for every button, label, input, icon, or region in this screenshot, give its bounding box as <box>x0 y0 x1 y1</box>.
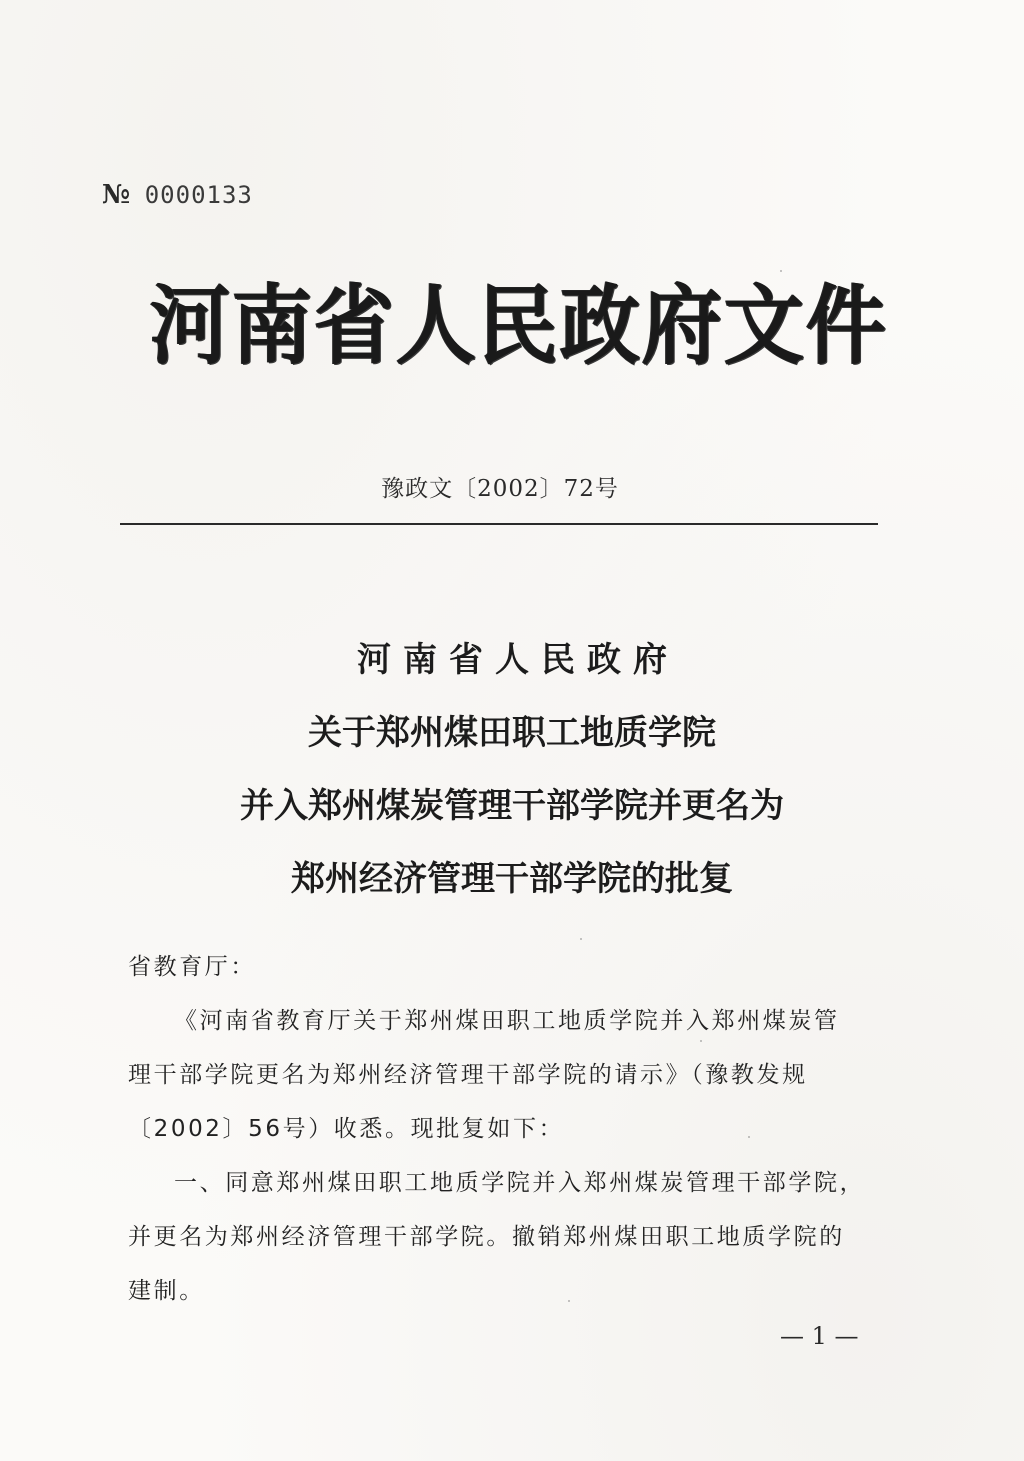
body-line: 〔2002〕56号）收悉。现批复如下： <box>128 1116 565 1142</box>
body-line: 理干部学院更名为郑州经济管理干部学院的请示》（豫教发规 <box>128 1062 808 1088</box>
body-line: 建制。 <box>128 1278 205 1304</box>
scan-speck <box>748 1136 750 1138</box>
document-title <box>0 624 1024 916</box>
title-line: 并入郑州煤炭管理干部学院并更名为 <box>240 786 784 826</box>
file-number: 豫政文〔2002〕72号 <box>381 476 619 502</box>
serial-number <box>102 180 253 210</box>
scan-speck <box>700 1040 702 1042</box>
salutation: 省教育厅： <box>128 954 256 980</box>
serial-value: 0000133 <box>144 181 253 209</box>
body-line: 《河南省教育厅关于郑州煤田职工地质学院并入郑州煤炭管 <box>174 1008 840 1034</box>
document-body <box>128 940 892 1318</box>
body-line: 并更名为郑州经济管理干部学院。撤销郑州煤田职工地质学院的 <box>128 1224 845 1250</box>
scan-speck <box>580 938 582 940</box>
body-line: 一、同意郑州煤田职工地质学院并入郑州煤炭管理干部学院， <box>174 1170 866 1196</box>
scan-speck <box>780 270 782 272</box>
issuer-title: 河南省人民政府文件 <box>150 274 888 376</box>
title-line: 关于郑州煤田职工地质学院 <box>308 713 716 753</box>
page-number: — 1 — <box>780 1322 859 1350</box>
title-line: 河南省人民政府 <box>357 640 679 680</box>
scan-speck <box>568 1300 570 1302</box>
serial-prefix: № <box>102 180 131 210</box>
header-divider <box>120 523 878 525</box>
title-line: 郑州经济管理干部学院的批复 <box>291 859 733 899</box>
